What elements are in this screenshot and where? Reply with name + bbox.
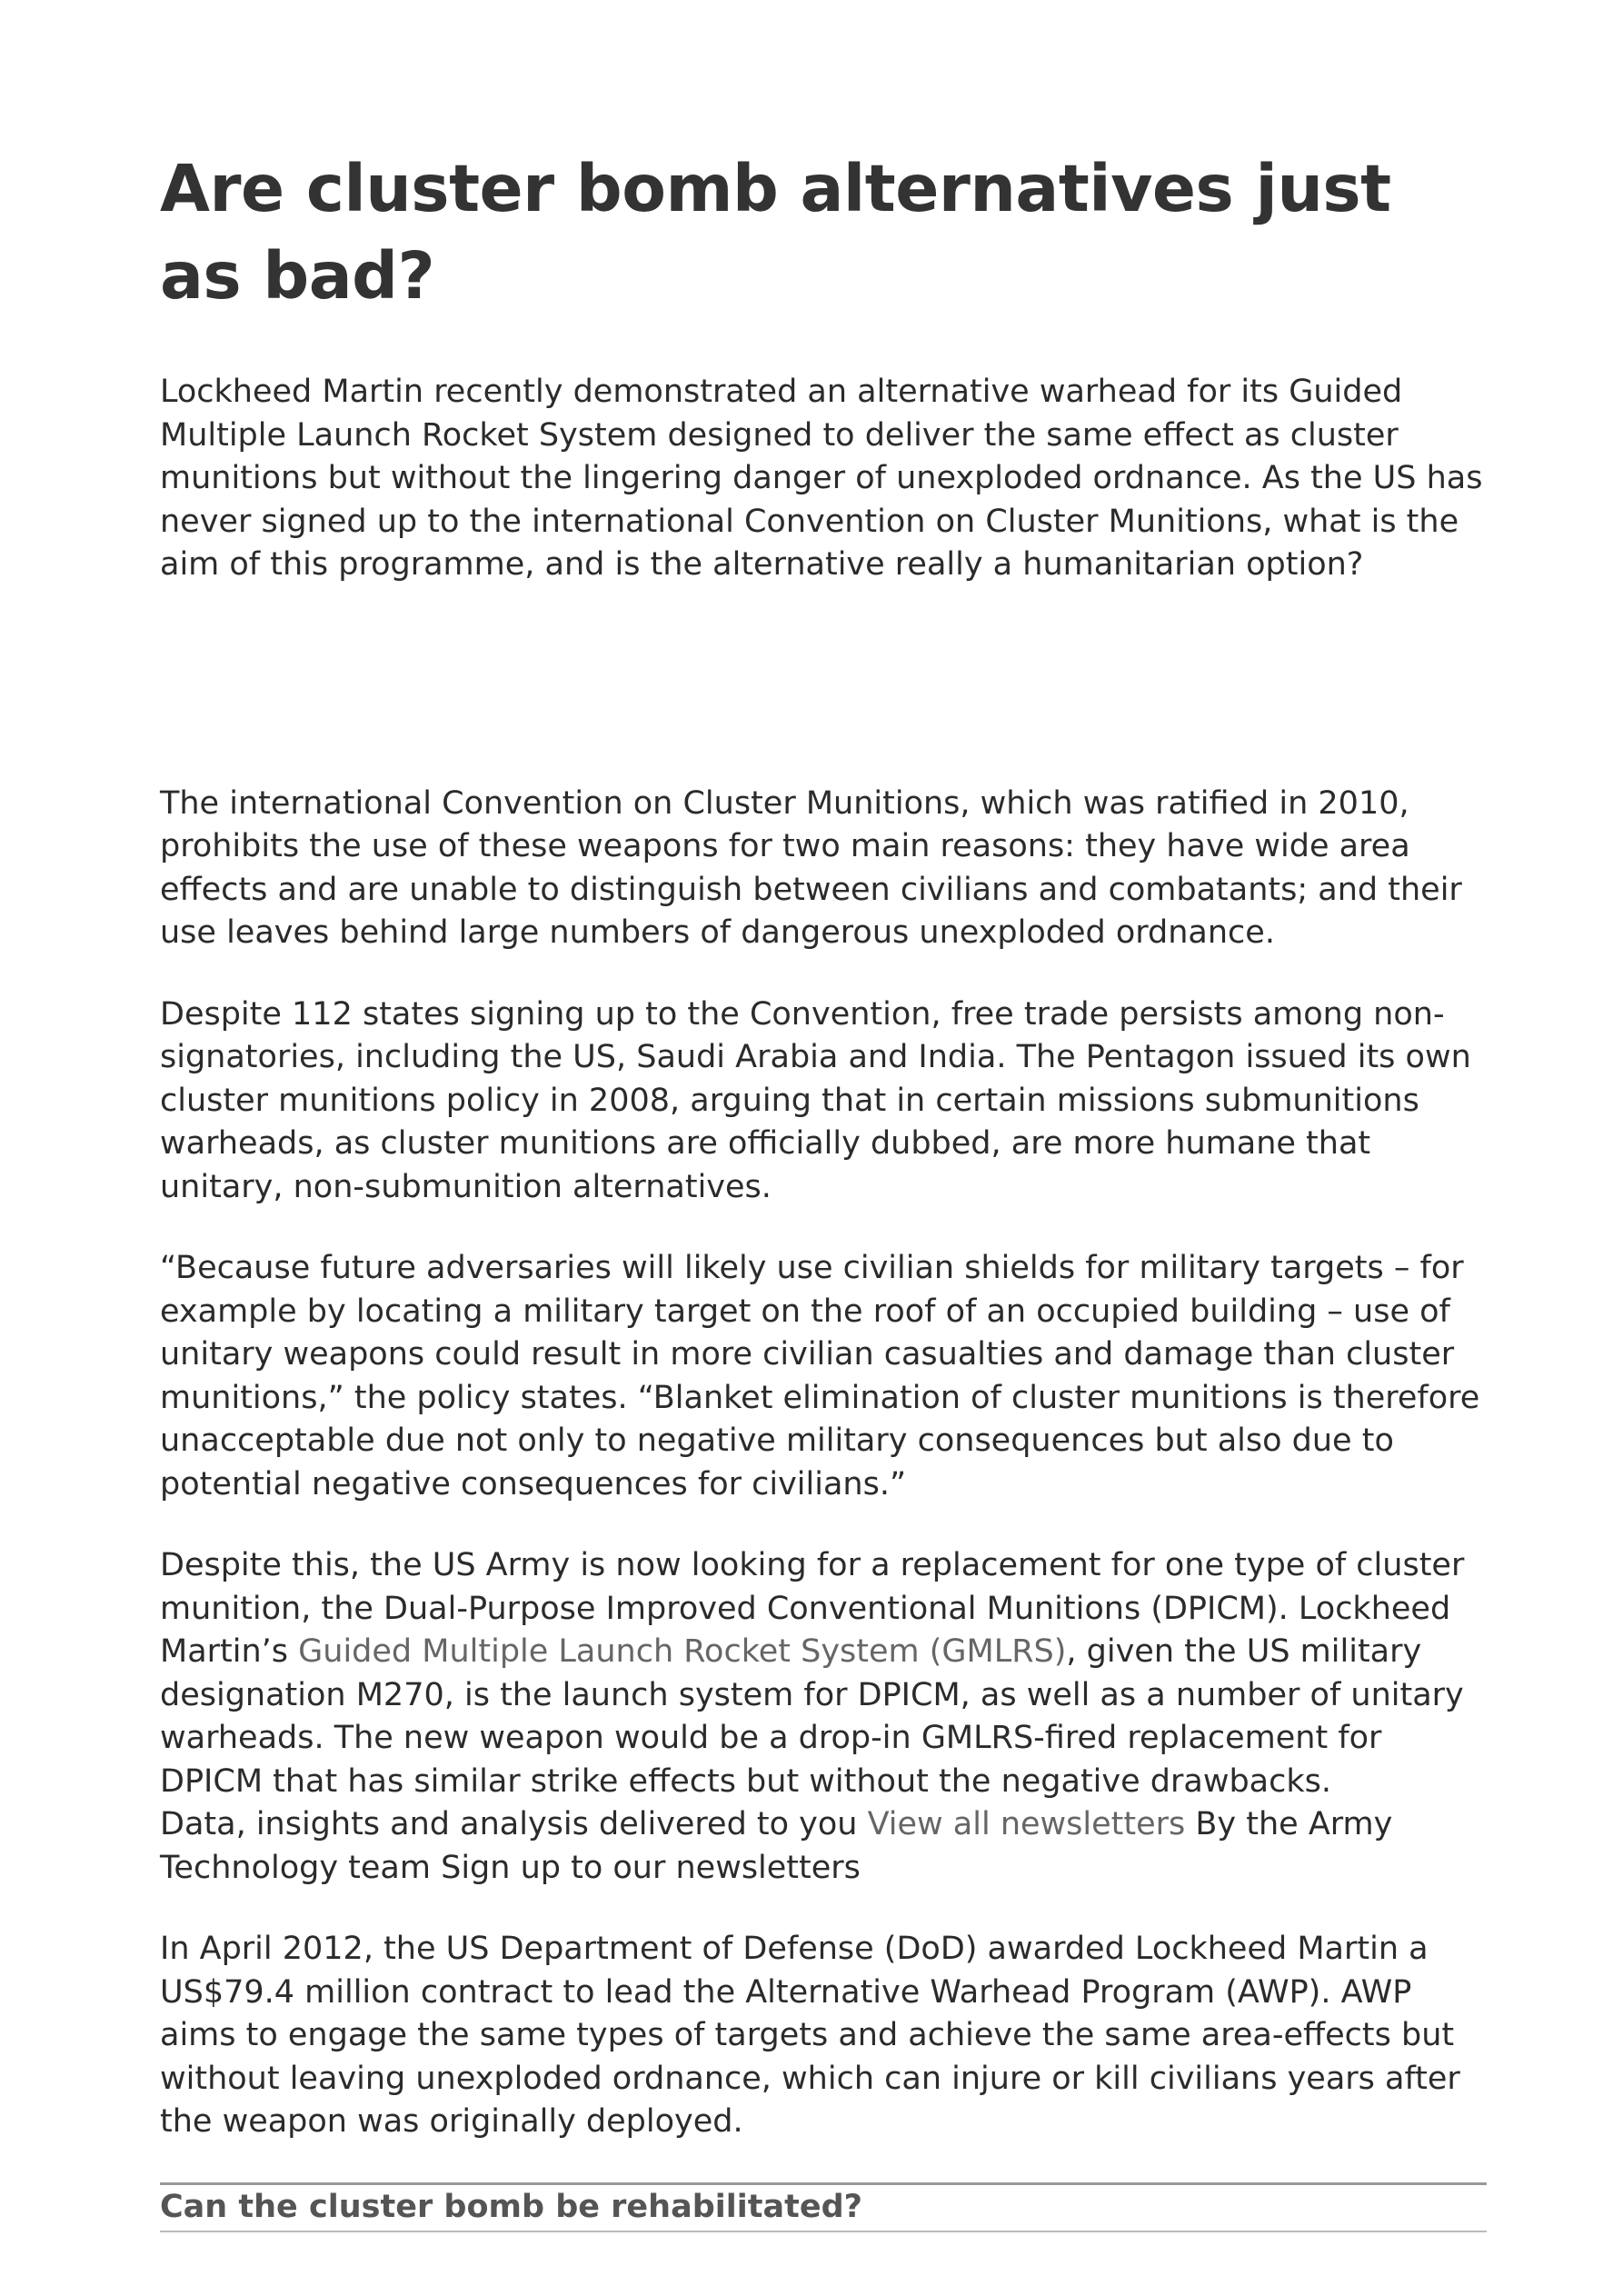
article-body [160, 145, 1487, 2232]
newsletter-intro: Data, insights and analysis delivered to you [160, 1806, 868, 1842]
paragraph-policy-quote: “Because future adversaries will likely use civilian shields for military targets – for example by locating a military target on the roof of an occupied building – use of unitary weapons could result in more civilian casualties and damage than cluster munitions,” the policy states. “Blanket elimination of cluster munitions is therefore unacceptable due not only to negative military consequences but also due to potential negative consequences for civilians.” [160, 1250, 1480, 1502]
paragraph-convention: The international Convention on Cluster Munitions, which was ratified in 2010, prohibits the use of these weapons for two main reasons: they have wide area effects and are unable to distinguish between civilians and combatants; and their use leaves behind large numbers of dangerous unexploded ordnance. [160, 784, 1462, 951]
article-lede: Lockheed Martin recently demonstrated an alternative warhead for its Guided Multiple Launch Rocket System designed to deliver the same effect as cluster munitions but without the lingering danger of unexploded ordnance. As the US has never signed up to the international Convention on Cluster Munitions, what is the aim of this programme, and is the alternative really a humanitarian option? [160, 374, 1483, 583]
newsletter-signup-button[interactable]: Sign up to our newsletters [441, 1849, 861, 1886]
paragraph-signatories: Despite 112 states signing up to the Convention, free trade persists among non-signatories, including the US, Saudi Arabia and India. The Pentagon issued its own cluster munitions policy in 2008, arguing that in certain missions submunitions warheads, as cluster munitions are officially dubbed, are more humane that unitary, non-submunition alternatives. [160, 995, 1471, 1205]
newsletter-promo [160, 1803, 1487, 1890]
view-all-newsletters-link[interactable]: View all newsletters [867, 1806, 1186, 1842]
article-title: Are cluster bomb alternatives just as bad? [160, 151, 1391, 314]
section-heading: Can the cluster bomb be rehabilitated? [160, 2182, 1487, 2232]
paragraph-dpicm-replacement [160, 1544, 1487, 1803]
paragraph-text: Despite this, the US Army is now looking for a replacement for one type of cluster munition, the Dual-Purpose Improved Conventional Munitions (DPICM). Lockheed Martin’s [160, 1547, 1465, 1670]
gmlrs-link[interactable]: Guided Multiple Launch Rocket System (GMLRS) [298, 1633, 1067, 1670]
spacer [160, 587, 1487, 783]
paragraph-awp-contract: In April 2012, the US Department of Defense (DoD) awarded Lockheed Martin a US$79.4 million contract to lead the Alternative Warhead Program (AWP). AWP aims to engage the same types of targets and achieve the same area-effects but without leaving unexploded ordnance, which can injure or kill civilians years after the weapon was originally deployed. [160, 1931, 1460, 2140]
paragraph-text: , given the US military designation M270, is the launch system for DPICM, as well as a number of unitary warheads. The new weapon would be a drop-in GMLRS-fired replacement for DPICM that has similar strike effects but without the negative drawbacks. [160, 1633, 1464, 1800]
newsletter-team-text: By the Army Technology team [160, 1806, 1393, 1886]
